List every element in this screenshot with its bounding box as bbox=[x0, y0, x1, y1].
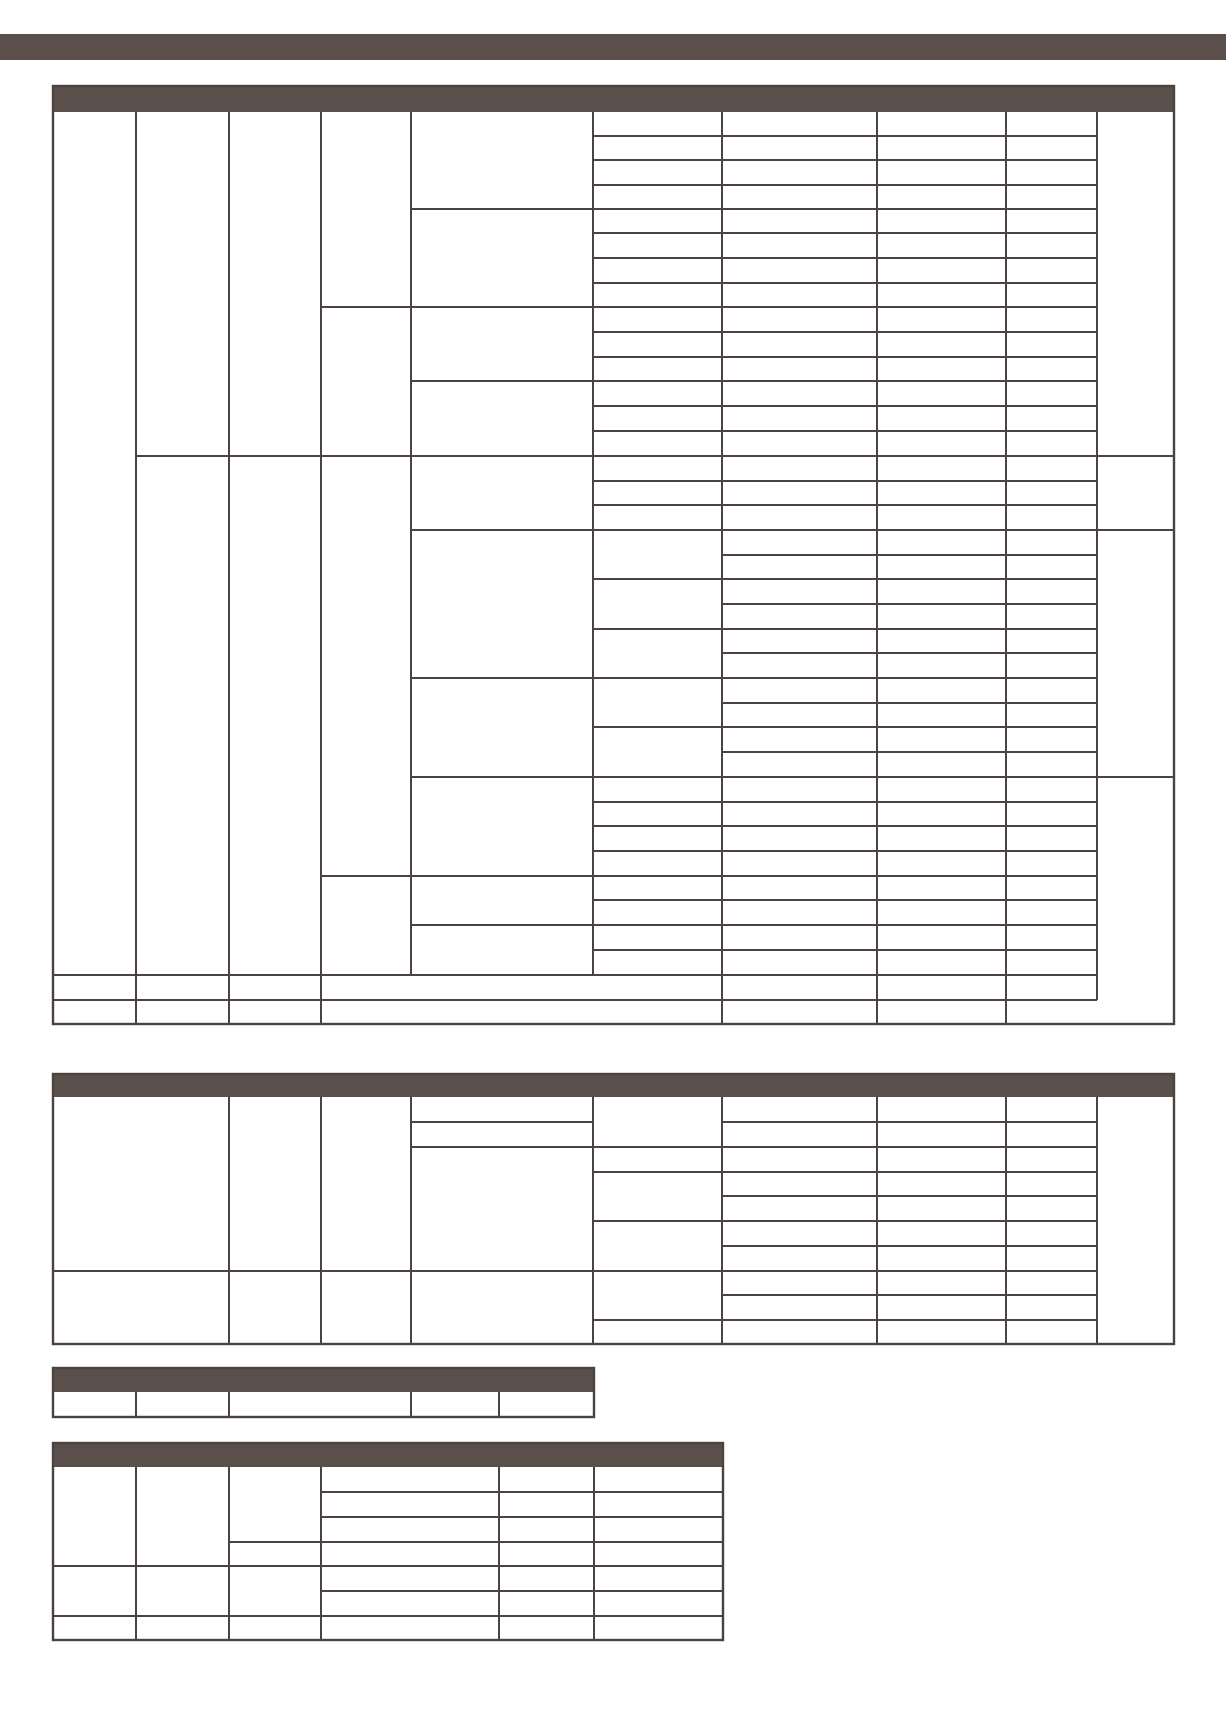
table-2-header-band bbox=[53, 1074, 1174, 1097]
table-3-gridlines bbox=[136, 1392, 499, 1417]
table-1-gridlines bbox=[53, 112, 1174, 1024]
table-1 bbox=[53, 86, 1174, 1024]
table-1-header-band bbox=[53, 86, 1174, 112]
table-4 bbox=[53, 1443, 723, 1640]
table-2 bbox=[53, 1074, 1174, 1344]
table-3 bbox=[53, 1368, 594, 1417]
table-4-gridlines bbox=[53, 1467, 723, 1640]
table-4-header-band bbox=[53, 1443, 723, 1467]
table-2-gridlines bbox=[53, 1097, 1097, 1344]
table-3-header-band bbox=[53, 1368, 594, 1392]
